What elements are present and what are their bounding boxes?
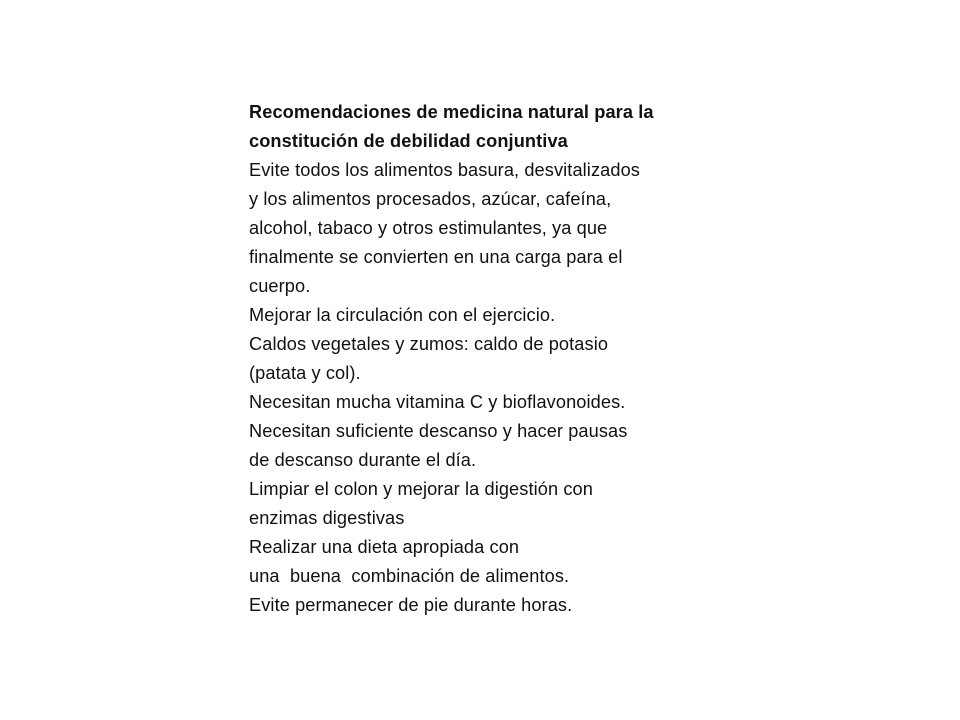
recommendation-line: (patata y col).	[249, 363, 361, 383]
recommendation-line: finalmente se convierten en una carga para el	[249, 247, 623, 267]
recommendation-line: enzimas digestivas	[249, 508, 405, 528]
recommendation-line: Mejorar la circulación con el ejercicio.	[249, 305, 556, 325]
recommendation-item	[249, 417, 729, 475]
slide-title-line: constitución de debilidad conjuntiva	[249, 131, 568, 151]
recommendation-line: alcohol, tabaco y otros estimulantes, ya que	[249, 218, 608, 238]
recommendation-line: una buena combinación de alimentos.	[249, 566, 570, 586]
recommendation-item	[249, 533, 729, 591]
recommendation-line: de descanso durante el día.	[249, 450, 477, 470]
recommendation-item	[249, 330, 729, 388]
recommendations-list	[249, 156, 729, 620]
recommendation-line: cuerpo.	[249, 276, 311, 296]
recommendation-item	[249, 388, 729, 417]
recommendation-line: Realizar una dieta apropiada con	[249, 537, 520, 557]
recommendation-line: Evite todos los alimentos basura, desvitalizados	[249, 160, 640, 180]
recommendation-line: y los alimentos procesados, azúcar, cafeína,	[249, 189, 612, 209]
recommendation-item	[249, 591, 729, 620]
recommendation-line: Necesitan suficiente descanso y hacer pausas	[249, 421, 628, 441]
recommendation-line: Necesitan mucha vitamina C y bioflavonoides.	[249, 392, 626, 412]
slide-title-line: Recomendaciones de medicina natural para la	[249, 102, 654, 122]
slide-title	[249, 98, 729, 156]
recommendation-item	[249, 301, 729, 330]
recommendation-line: Limpiar el colon y mejorar la digestión con	[249, 479, 593, 499]
slide-text-block	[249, 98, 729, 620]
recommendation-line: Evite permanecer de pie durante horas.	[249, 595, 573, 615]
recommendation-item	[249, 475, 729, 533]
recommendation-line: Caldos vegetales y zumos: caldo de potasio	[249, 334, 609, 354]
recommendation-item	[249, 156, 729, 301]
